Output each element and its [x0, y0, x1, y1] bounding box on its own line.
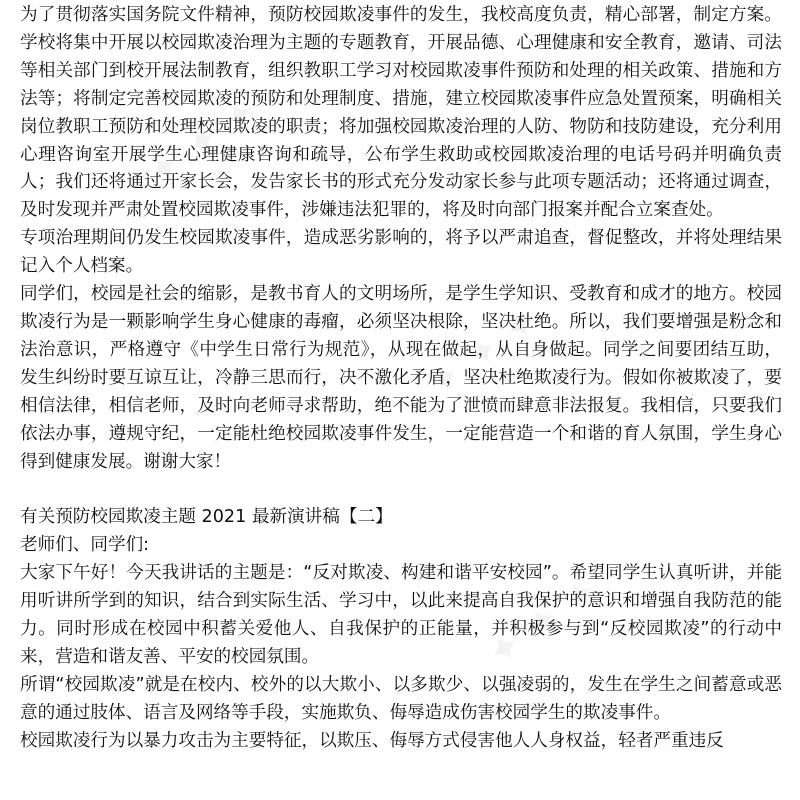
blank-line — [20, 476, 782, 504]
paragraph: 校园欺凌行为以暴力攻击为主要特征，以欺压、侮辱方式侵害他人人身权益，轻者严重违反 — [20, 730, 724, 751]
paragraph: 所谓“校园欺凌”就是在校内、校外的以大欺小、以多欺少、以强凌弱的，发生在学生之间蓄意或恶意的通过肢体、语言及网络等手段，实施欺负、侮辱造成伤害校园学生的欺凌事件。 — [20, 674, 782, 723]
paragraph: 为了贯彻落实国务院文件精神，预防校园欺凌事件的发生，我校高度负责，精心部署，制定方案。学校将集中开展以校园欺凌治理为主题的专题教育，开展品德、心理健康和安全教育，邀请、司法等相关部门到校开展法制教育，组织教职工学习对校园欺凌事件预防和处理的相关政策、措施和方法等；将制定完善校园欺凌的预防和处理制度、措施，建立校园欺凌事件应急处置预案，明确相关岗位教职工预防和处理校园欺凌的职责；将加强校园欺凌治理的人防、物防和技防建设，充分利用心理咨询室开展学生心理健康咨询和疏导，公布学生救助或校园欺凌治理的电话号码并明确负责人；我们还将通过开家长会，发告家长书的形式充分发动家长参与此项专题活动；还将通过调查，及时发现并严肃处置校园欺凌事件，涉嫌违法犯罪的，将及时向部门报案并配合立案查处。 — [20, 5, 782, 221]
section-title: 有关预防校园欺凌主题 2021 最新演讲稿【二】 — [20, 507, 393, 528]
watermark: ✦ ✦ ✦ — [138, 88, 268, 198]
document-body — [20, 2, 782, 755]
watermark: ✦ ✦ ✦ — [418, 298, 548, 408]
paragraph: 同学们，校园是社会的缩影，是教书育人的文明场所，是学生学知识、受教育和成才的地方。校园欺凌行为是一颗影响学生身心健康的毒瘤，必须坚决根除，坚决杜绝。所以，我们要增强是粉念和法治意识，严格遵守《中学生日常行为规范》，从现在做起，从自身做起。同学之间要团结互助，发生纠纷时要互谅互让，冷静三思而行，决不激化矛盾，坚决杜绝欺凌行为。假如你被欺凌了，要相信法律，相信老师，及时向老师寻求帮助，绝不能为了泄愤而肆意非法报复。我相信，只要我们依法办事，遵规守纪，一定能杜绝校园欺凌事件发生，一定能营造一个和谐的育人氛围，学生身心得到健康发展。谢谢大家！ — [20, 284, 782, 472]
greeting: 老师们、同学们: — [20, 535, 150, 556]
paragraph: 专项治理期间仍发生校园欺凌事件，造成恶劣影响的，将予以严肃追查，督促整改，并将处理结果记入个人档案。 — [20, 228, 782, 277]
paragraph: 大家下午好！今天我讲话的主题是：“反对欺凌、构建和谐平安校园”。希望同学生认真听讲，并能用听讲所学到的知识，结合到实际生活、学习中，以此来提高自我保护的意识和增强自我防范的能力。同时形成在校园中积蓄关爱他人、自我保护的正能量，并积极参与到“反校园欺凌”的行动中来，营造和谐友善、平安的校园氛围。 — [20, 563, 782, 667]
watermark: ✦ ✦ ✦ — [478, 568, 608, 678]
